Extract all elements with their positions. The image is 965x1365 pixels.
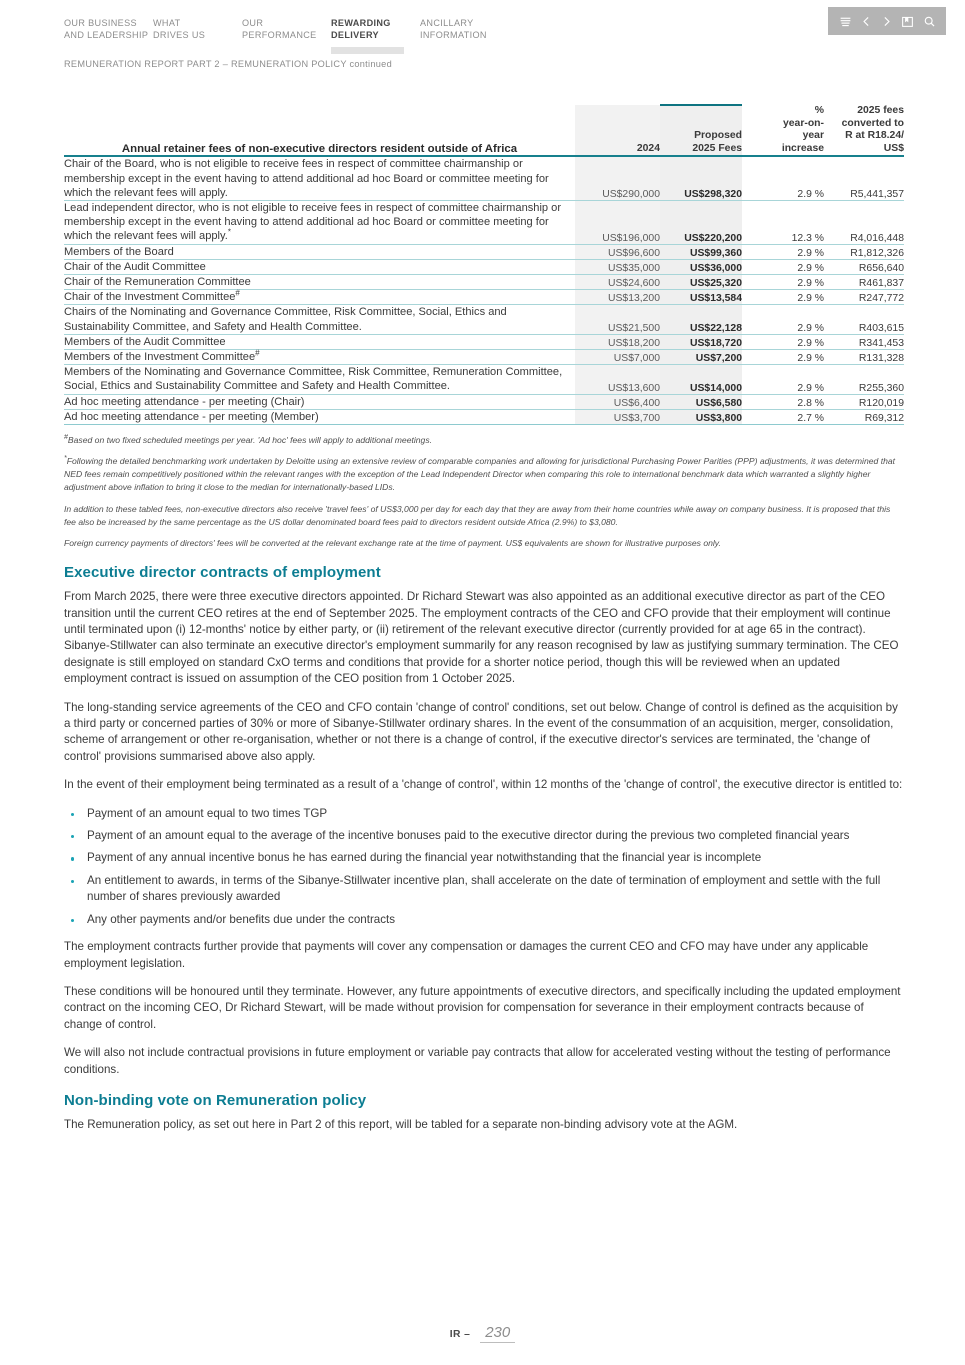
header-rand-converted [824,105,904,156]
table-title: Annual retainer fees of non-executive directors resident outside of Africa [64,105,575,156]
exec-contracts-paragraphs [64,589,904,793]
cell-proposed: US$298,320 [660,156,742,200]
list-item: Payment of an amount equal to two times TGP [64,806,904,822]
footer-page-number: 230 [480,1324,515,1343]
menu-icon[interactable] [839,15,852,28]
nav-item-2[interactable] [153,18,242,60]
cell-proposed: US$22,128 [660,305,742,334]
non-binding-vote-paragraph: The Remuneration policy, as set out here in Part 2 of this report, will be tabled for a separate non-binding advisory vote at the AGM. [64,1117,738,1131]
row-label: Members of the Investment Committee# [64,350,575,365]
list-item: Payment of an amount equal to the average of the incentive bonuses paid to the executive director during the previous two completed financial years [64,828,904,844]
nav-item-line1: OUR [242,18,264,28]
cell-2024: US$35,000 [575,259,660,274]
header-pct-line3: year [802,130,824,142]
row-footnote-marker: # [235,288,240,298]
cell-pct-increase: 2.9 % [742,244,824,259]
header-proposed-2025-fees [660,105,742,156]
cell-pct-increase: 2.9 % [742,305,824,334]
cell-pct-increase: 2.9 % [742,156,824,200]
cell-pct-increase: 12.3 % [742,200,824,244]
paragraph-2: The long-standing service agreements of the CEO and CFO contain 'change of control' conditions, set out below. Change of control is defined as the acquisition by a third party or concerned parties of 30% or more of Sibanye-Stillwater ordinary shares. In the event of the consummation of an acquisition, merger, consolidation, scheme of arrangement or other re-organisation, whether or not there is a change of control, if the executive director's services are terminated, the 'change of control' provisions summarised above also apply. [64,700,898,763]
row-label: Chair of the Investment Committee# [64,290,575,305]
row-footnote-marker: * [227,227,231,237]
cell-rand-value: R341,453 [824,334,904,349]
row-label: Members of the Board [64,244,575,259]
header-pct-line4: increase [781,142,824,154]
cell-rand-value: R5,441,357 [824,156,904,200]
table-row [64,334,904,349]
header-2024: 2024 [575,105,660,156]
header-proposed-line1: Proposed [694,130,742,142]
table-row [64,275,904,290]
list-item: Any other payments and/or benefits due under the contracts [64,912,904,928]
section-heading-exec-contracts: Executive director contracts of employment [64,564,381,582]
cell-rand-value: R120,019 [824,394,904,409]
page-content [64,104,904,1145]
nav-item-line2: PERFORMANCE [242,29,317,40]
cell-pct-increase: 2.9 % [742,290,824,305]
section-heading-non-binding-vote: Non-binding vote on Remuneration policy [64,1091,367,1109]
nav-item-line1: OUR BUSINESS [64,18,137,28]
cell-rand-value: R403,615 [824,305,904,334]
table-row [64,409,904,424]
cell-rand-value: R656,640 [824,259,904,274]
page-footer [0,1324,965,1343]
cell-2024: US$18,200 [575,334,660,349]
header-proposed-line2: 2025 Fees [692,142,742,154]
viewer-toolbar[interactable] [828,7,946,35]
cell-2024: US$13,600 [575,365,660,394]
nav-item-line2: DRIVES US [153,29,206,40]
table-body [64,156,904,424]
bookmark-icon[interactable] [901,15,914,28]
nav-active-underline [331,47,404,54]
footnote-4: Foreign currency payments of directors' fees will be converted at the relevant exchange rate at the time of payment. US$ equivalents are shown for illustrative purposes only. [64,538,721,549]
cell-pct-increase: 2.8 % [742,394,824,409]
footer-label: IR – [449,1329,471,1340]
footnote-1: #Based on two fixed scheduled meetings per year. 'Ad hoc' fees will apply to additional meetings. [64,433,433,445]
cell-proposed: US$14,000 [660,365,742,394]
table-row [64,365,904,394]
row-label: Ad hoc meeting attendance - per meeting (Chair) [64,394,575,409]
cell-2024: US$13,200 [575,290,660,305]
table-header-row [64,105,904,156]
cell-proposed: US$25,320 [660,275,742,290]
cell-rand-value: R255,360 [824,365,904,394]
cell-rand-value: R131,328 [824,350,904,365]
cell-pct-increase: 2.9 % [742,365,824,394]
header-rand-line2: converted to [841,117,904,129]
cell-proposed: US$7,200 [660,350,742,365]
nav-item-1[interactable] [64,18,153,60]
change-of-control-entitlements-list [64,806,904,928]
cell-pct-increase: 2.9 % [742,259,824,274]
cell-proposed: US$18,720 [660,334,742,349]
header-pct-line1: % [814,105,824,116]
footnote-2: *Following the detailed benchmarking work undertaken by Deloitte using an extensive review of comparable companies and allowing for jurisdictional Purchasing Power Parities (PPP) adjustments, it was determined that NED fees remain competitively positioned within the relevant ranges with the exception of the Lead Independent Director when comparing this role to international benchmark data which warranted a slightly higher adjustment above inflation to bring it close to the median for internationally-based LIDs. [64,455,896,493]
nav-item-line2: INFORMATION [420,29,487,40]
paragraph-after-2: These conditions will be honoured until they terminate. However, any future appointments of executive directors, and specifically including the updated employment contract on the incoming CEO, Dr Richard Stewart, will be made without provision for compensation for severance in their employment contracts because of change of control. [64,984,901,1031]
running-head-continued: continued [346,59,392,69]
header-yoy-increase [742,105,824,156]
running-head [64,59,392,69]
cell-pct-increase: 2.7 % [742,409,824,424]
row-label: Members of the Nominating and Governance Committee, Risk Committee, Remuneration Committee, Social, Ethics and Sustainability Committee and Safety and Health Committee. [64,365,575,394]
nav-item-4[interactable] [331,18,420,60]
paragraph-after-1: The employment contracts further provide that payments will cover any compensation or damages the current CEO and CFO may have under any applicable employment legislation. [64,940,869,970]
footnote-marker: * [64,455,67,463]
footnote-marker: # [64,433,68,441]
header-rand-line1: 2025 fees [857,105,904,116]
table-row [64,244,904,259]
cell-pct-increase: 2.9 % [742,275,824,290]
list-item: An entitlement to awards, in terms of the Sibanye-Stillwater incentive plan, shall accelerate on the date of termination of employment and settle with the full number of shares previously awarded [64,873,904,906]
paragraph-3: In the event of their employment being terminated as a result of a 'change of control', within 12 months of the 'change of control', the executive director is entitled to: [64,778,903,792]
cell-proposed: US$220,200 [660,200,742,244]
table-row [64,290,904,305]
cell-proposed: US$99,360 [660,244,742,259]
header-pct-line2: year-on- [783,117,824,129]
nav-item-line1: REWARDING [331,18,391,28]
table-row [64,259,904,274]
nav-item-line2: AND LEADERSHIP [64,29,149,40]
cell-2024: US$96,600 [575,244,660,259]
cell-2024: US$196,000 [575,200,660,244]
cell-2024: US$290,000 [575,156,660,200]
running-head-main: REMUNERATION REPORT PART 2 – REMUNERATION POLICY [64,59,347,69]
cell-2024: US$24,600 [575,275,660,290]
nav-item-line1: ANCILLARY [420,18,474,28]
row-label: Chair of the Remuneration Committee [64,275,575,290]
top-navigation[interactable] [64,18,509,60]
cell-proposed: US$13,584 [660,290,742,305]
cell-2024: US$21,500 [575,305,660,334]
cell-rand-value: R4,016,448 [824,200,904,244]
paragraph-after-3: We will also not include contractual provisions in future employment or variable pay contracts that allow for accelerated vesting without the testing of performance conditions. [64,1046,891,1076]
row-label: Chair of the Board, who is not eligible to receive fees in respect of committee chairmanship or membership except in the event having to attend additional ad hoc Board or committee meeting for which the relevant fees will apply. [64,156,575,200]
cell-proposed: US$6,580 [660,394,742,409]
cell-rand-value: R69,312 [824,409,904,424]
row-footnote-marker: # [255,348,260,358]
table-footnotes [64,434,904,551]
header-rand-line4: US$ [883,142,904,154]
footnote-3: In addition to these tabled fees, non-executive directors also receive 'travel fees' of US$3,000 per day for each day that they are away from their home countries while away on company business. It is proposed that this fee also be increased by the same percentage as the US dollar denominated board fees paid to directors resident outside Africa (2.9%) to $3,080. [64,503,891,527]
cell-rand-value: R1,812,326 [824,244,904,259]
next-page-icon[interactable] [881,15,892,28]
cell-2024: US$3,700 [575,409,660,424]
cell-pct-increase: 2.9 % [742,334,824,349]
table-row [64,200,904,244]
row-label: Chair of the Audit Committee [64,259,575,274]
table-row [64,305,904,334]
table-row [64,350,904,365]
search-icon[interactable] [923,15,936,28]
exec-contracts-paragraphs-after [64,939,904,1078]
cell-rand-value: R247,772 [824,290,904,305]
row-label: Members of the Audit Committee [64,334,575,349]
cell-pct-increase: 2.9 % [742,350,824,365]
list-item: Payment of any annual incentive bonus he has earned during the financial year notwithstanding that the financial year is incomplete [64,850,904,866]
cell-proposed: US$3,800 [660,409,742,424]
cell-proposed: US$36,000 [660,259,742,274]
row-label: Chairs of the Nominating and Governance Committee, Risk Committee, Social, Ethics and Sustainability Committee, and Safety and Health Committee. [64,305,575,334]
row-label: Ad hoc meeting attendance - per meeting (Member) [64,409,575,424]
cell-rand-value: R461,837 [824,275,904,290]
row-label: Lead independent director, who is not eligible to receive fees in respect of committee chairmanship or membership except in the event having to attend additional ad hoc Board or committee meeting for which the relevant fees will apply.* [64,200,575,244]
paragraph-1: From March 2025, there were three executive directors appointed. Dr Richard Stewart was also appointed as an additional executive director as part of the CEO transition until the current CEO retires at the end of September 2025. The employment contracts of the CEO and CFO provide that their employment will continue until terminated upon (i) 12-months' notice by either party, or (ii) retirement of the relevant executive director (currently provided for at age 65 in the contract). Sibanye-Stillwater can also terminate an executive director's employment summarily for any reason recognised by law as justifying summary termination. The CEO designate is still employed on standard CxO terms and conditions that provide for a shorter notice period, though this will be reviewed when an updated employment contract is issued on assumption of the CEO position from 1 October 2025. [64,590,899,686]
nav-item-line2: DELIVERY [331,29,379,40]
ned-fees-table [64,104,904,425]
table-row [64,156,904,200]
table-head [64,105,904,156]
header-rand-line3: R at R18.24/ [845,130,904,142]
nav-item-3[interactable] [242,18,331,60]
cell-2024: US$7,000 [575,350,660,365]
table-row [64,394,904,409]
prev-page-icon[interactable] [861,15,872,28]
cell-2024: US$6,400 [575,394,660,409]
nav-item-line1: WHAT [153,18,181,28]
nav-item-5[interactable] [420,18,509,60]
